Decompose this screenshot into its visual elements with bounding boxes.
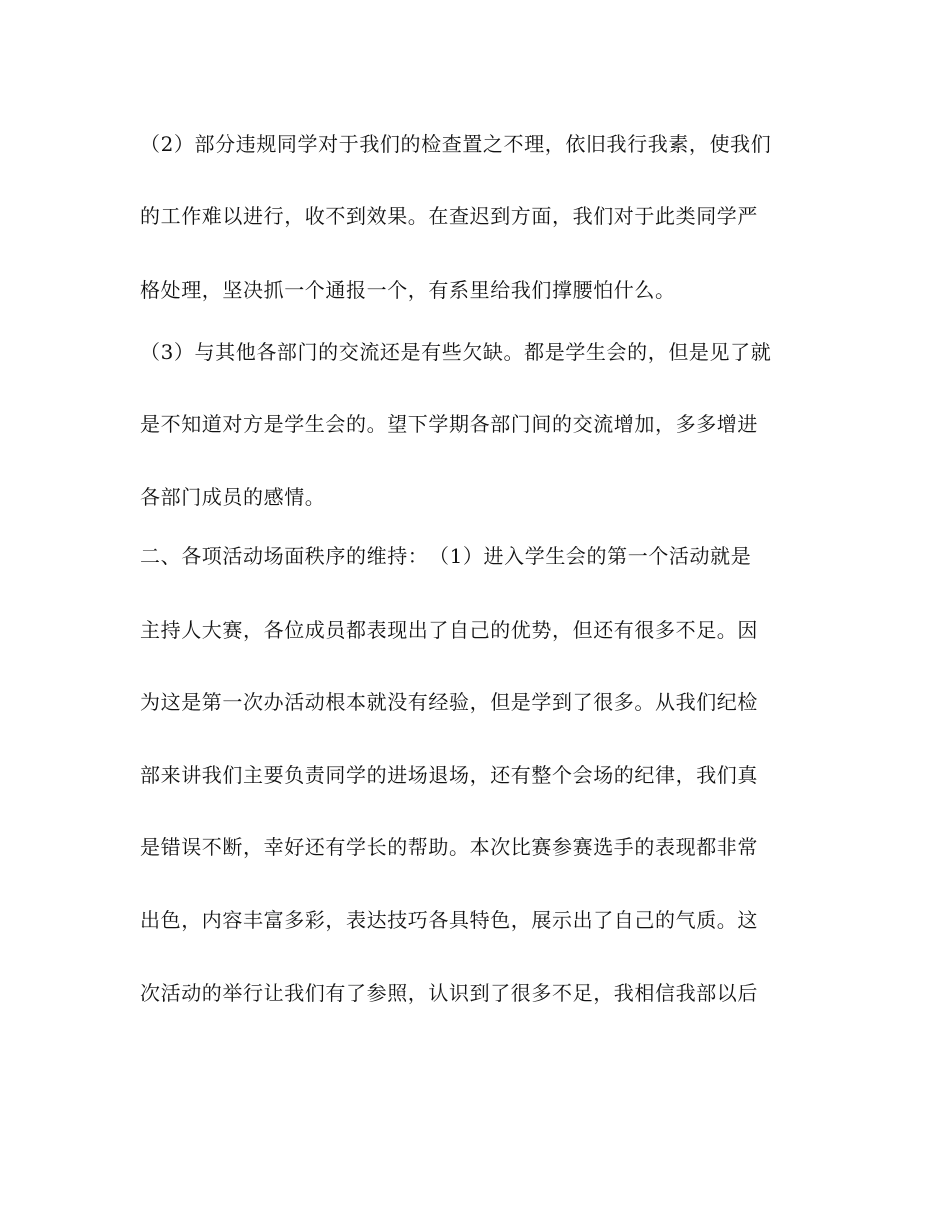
text-line: 的工作难以进行，收不到效果。在查迟到方面，我们对于此类同学严 <box>140 204 758 228</box>
text-line: 是不知道对方是学生会的。望下学期各部门间的交流增加，多多增进 <box>140 412 758 436</box>
text-line: 主持人大赛，各位成员都表现出了自己的优势，但还有很多不足。因 <box>140 618 758 642</box>
text-line: 为这是第一次办活动根本就没有经验，但是学到了很多。从我们纪检 <box>140 690 758 714</box>
text-line: 出色，内容丰富多彩，表达技巧各具特色，展示出了自己的气质。这 <box>140 908 758 932</box>
text-line: 是错误不断，幸好还有学长的帮助。本次比赛参赛选手的表现都非常 <box>140 835 758 859</box>
text-line: 各部门成员的感情。 <box>140 485 326 509</box>
text-line: 次活动的举行让我们有了参照，认识到了很多不足，我相信我部以后 <box>140 981 758 1005</box>
text-line: 格处理，坚决抓一个通报一个，有系里给我们撑腰怕什么。 <box>140 278 676 302</box>
text-line: （3）与其他各部门的交流还是有些欠缺。都是学生会的，但是见了就 <box>140 340 772 364</box>
text-line: 部来讲我们主要负责同学的进场退场，还有整个会场的纪律，我们真 <box>140 763 758 787</box>
text-line: （2）部分违规同学对于我们的检查置之不理，依旧我行我素，使我们 <box>140 132 772 156</box>
text-line: 二、各项活动场面秩序的维持： （1）进入学生会的第一个活动就是 <box>140 544 752 568</box>
